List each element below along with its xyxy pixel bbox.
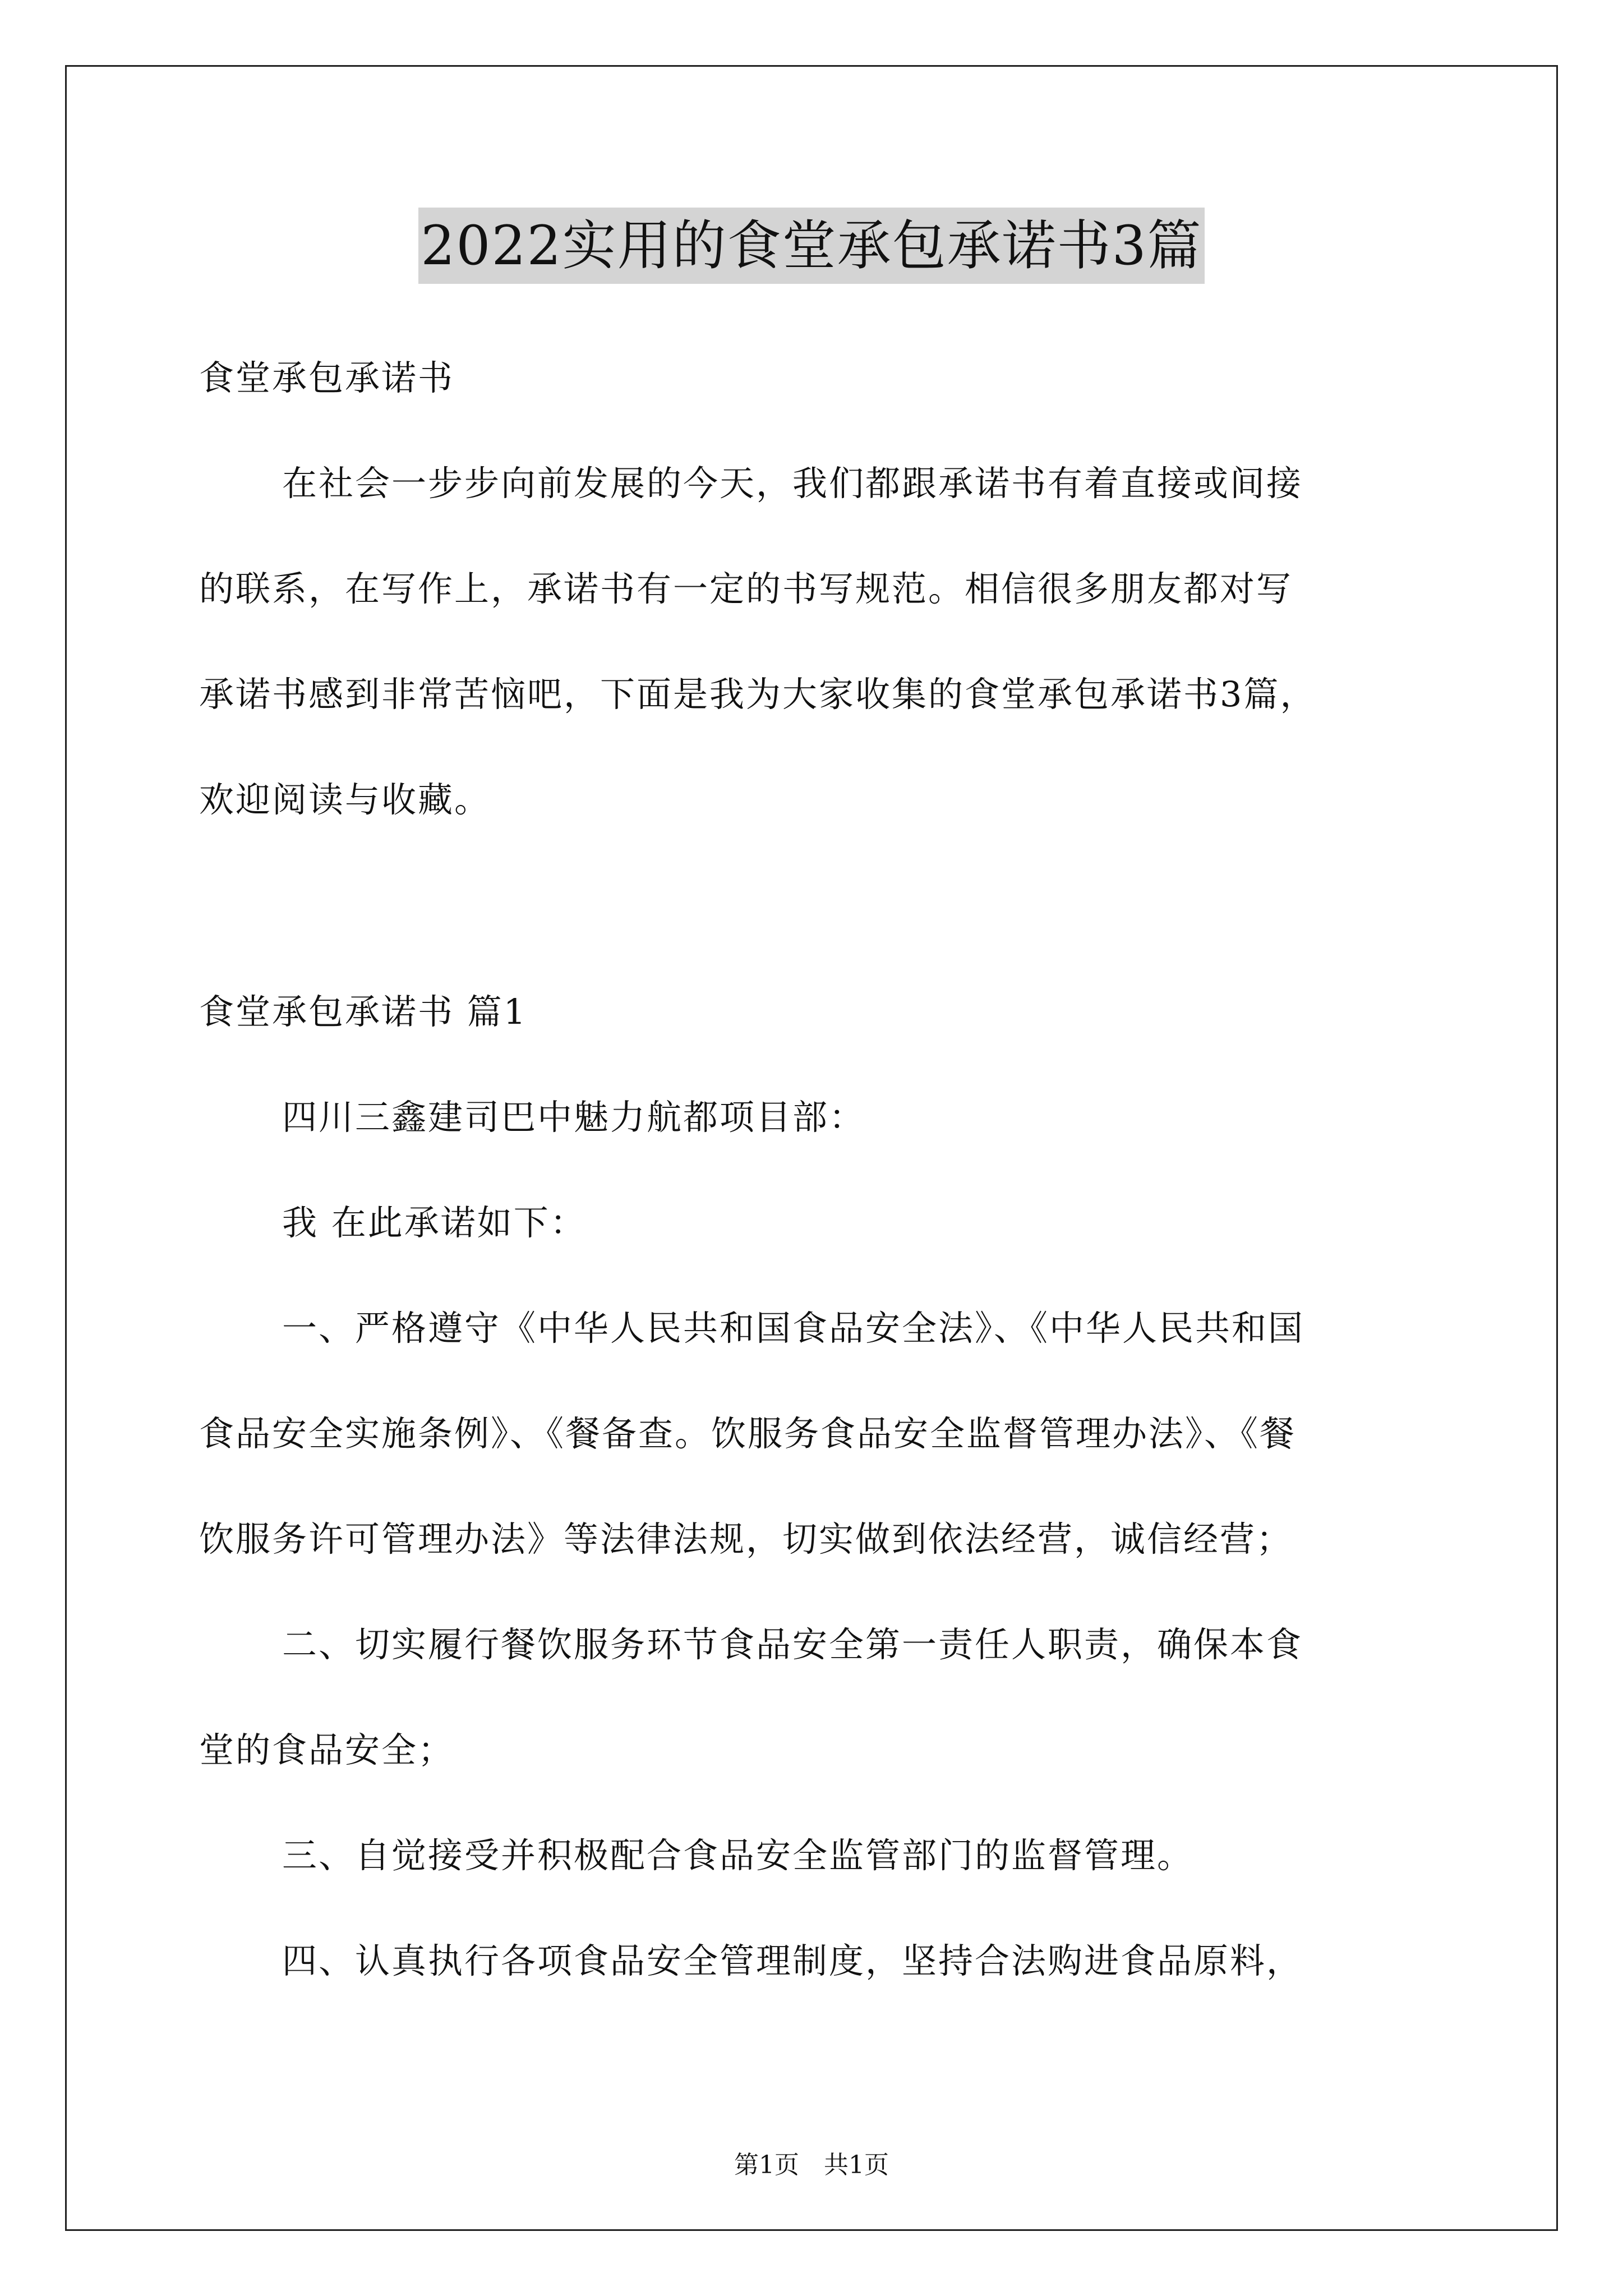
intro-paragraph-line: 在社会一步步向前发展的今天，我们都跟承诺书有着直接或间接 xyxy=(282,463,1303,504)
intro-paragraph-line: 的联系，在写作上，承诺书有一定的书写规范。相信很多朋友都对写 xyxy=(199,568,1293,609)
pledge-item-line: 二、切实履行餐饮服务环节食品安全第一责任人职责，确保本食 xyxy=(282,1624,1303,1665)
intro-paragraph-line: 承诺书感到非常苦恼吧，下面是我为大家收集的食堂承包承诺书3篇， xyxy=(199,674,1317,715)
pledge-item-line: 三、自觉接受并积极配合食品安全监管部门的监督管理。 xyxy=(282,1835,1194,1876)
subsection-heading: 食堂承包承诺书 篇1 xyxy=(199,991,528,1032)
pledge-item-line: 食品安全实施条例》、《餐备查。饮服务食品安全监督管理办法》、《餐 xyxy=(199,1413,1297,1454)
addressee-line: 四川三鑫建司巴中魅力航都项目部： xyxy=(282,1097,866,1138)
pledge-intro-line: 我 在此承诺如下： xyxy=(282,1202,587,1243)
page-footer: 第1页 共1页 xyxy=(734,2151,889,2179)
pledge-item-line: 一、严格遵守《中华人民共和国食品安全法》、《中华人民共和国 xyxy=(282,1308,1305,1349)
pledge-item-line: 饮服务许可管理办法》等法律法规，切实做到依法经营，诚信经营； xyxy=(199,1519,1293,1559)
pledge-item-line: 堂的食品安全； xyxy=(199,1729,455,1770)
pledge-item-line: 四、认真执行各项食品安全管理制度，坚持合法购进食品原料， xyxy=(282,1940,1303,1981)
section-heading: 食堂承包承诺书 xyxy=(199,357,455,398)
intro-paragraph-line: 欢迎阅读与收藏。 xyxy=(199,779,491,820)
document-title: 2022实用的食堂承包承诺书3篇 xyxy=(0,208,1623,284)
